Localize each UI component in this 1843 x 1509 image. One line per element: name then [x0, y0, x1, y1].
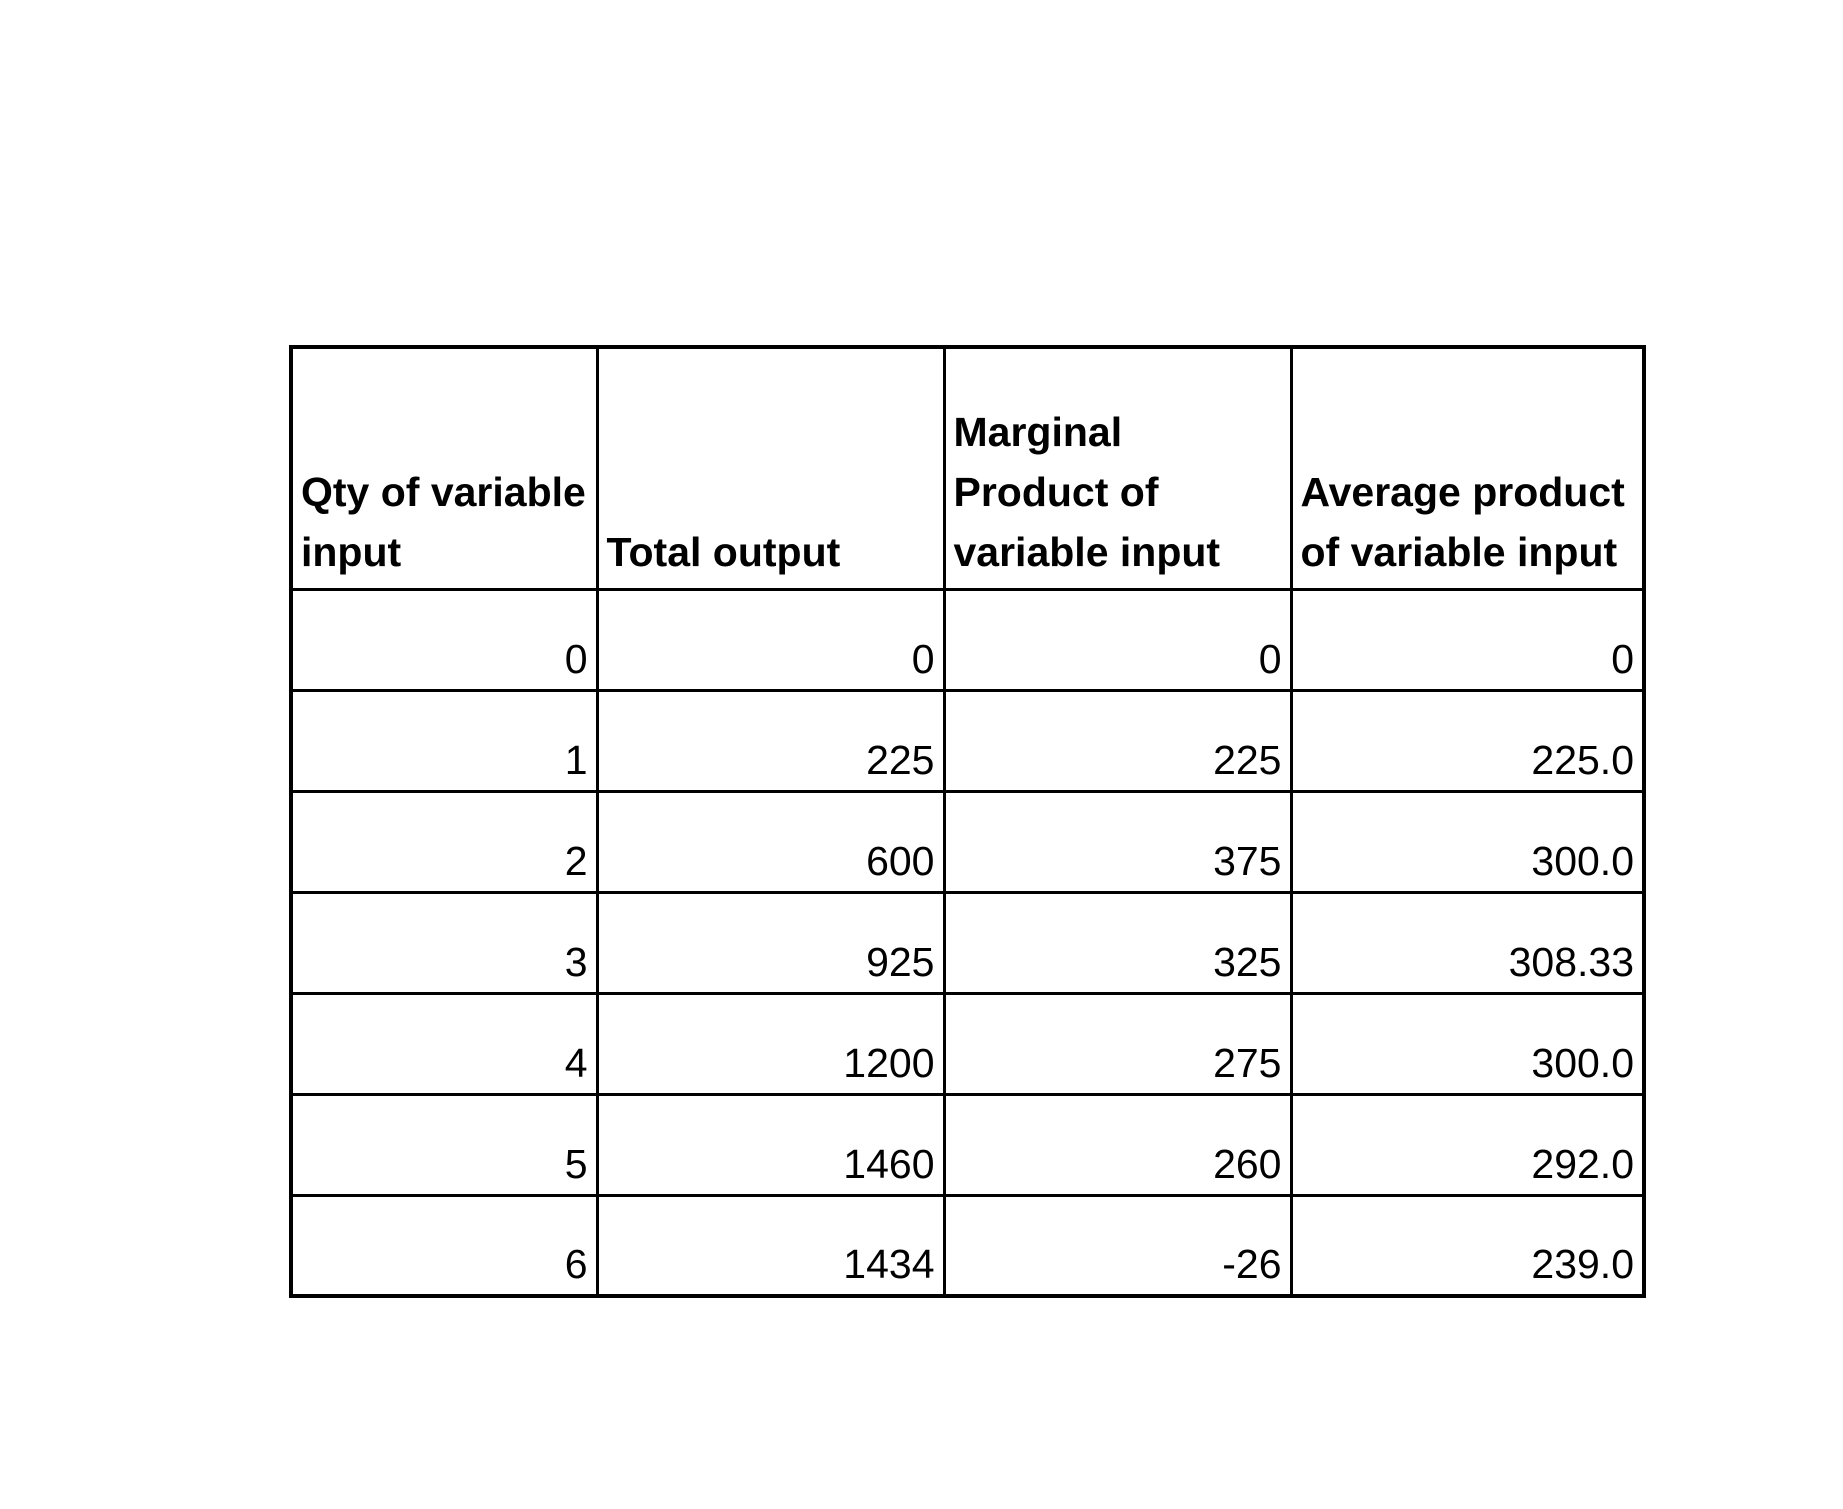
cell-total-output[interactable]: 1434 — [597, 1195, 944, 1296]
header-marginal-product[interactable] — [944, 347, 1291, 589]
cell-total-output[interactable]: 1460 — [597, 1094, 944, 1195]
header-qty-variable-input[interactable] — [291, 347, 597, 589]
table-row — [291, 993, 1644, 1094]
table-row — [291, 791, 1644, 892]
cell-qty[interactable]: 4 — [291, 993, 597, 1094]
cell-qty[interactable]: 6 — [291, 1195, 597, 1296]
cell-marginal-product[interactable]: 325 — [944, 892, 1291, 993]
header-label: Average product of variable input — [1300, 468, 1625, 575]
table-row — [291, 690, 1644, 791]
header-average-product[interactable] — [1291, 347, 1644, 589]
table-header-row — [291, 347, 1644, 589]
cell-average-product[interactable]: 300.0 — [1291, 791, 1644, 892]
cell-marginal-product[interactable]: 260 — [944, 1094, 1291, 1195]
header-label: Qty of variable input — [301, 468, 586, 575]
cell-average-product[interactable]: 239.0 — [1291, 1195, 1644, 1296]
cell-total-output[interactable]: 925 — [597, 892, 944, 993]
cell-average-product[interactable]: 300.0 — [1291, 993, 1644, 1094]
cell-marginal-product[interactable]: 275 — [944, 993, 1291, 1094]
cell-average-product[interactable]: 0 — [1291, 589, 1644, 690]
cell-marginal-product[interactable]: -26 — [944, 1195, 1291, 1296]
cell-qty[interactable]: 0 — [291, 589, 597, 690]
cell-qty[interactable]: 3 — [291, 892, 597, 993]
cell-average-product[interactable]: 308.33 — [1291, 892, 1644, 993]
cell-qty[interactable]: 1 — [291, 690, 597, 791]
table-row — [291, 1094, 1644, 1195]
cell-average-product[interactable]: 225.0 — [1291, 690, 1644, 791]
header-label: Total output — [606, 528, 841, 575]
cell-total-output[interactable]: 0 — [597, 589, 944, 690]
header-label: Marginal Product of variable input — [953, 408, 1221, 575]
table-row — [291, 892, 1644, 993]
header-total-output[interactable] — [597, 347, 944, 589]
cell-marginal-product[interactable]: 0 — [944, 589, 1291, 690]
cell-total-output[interactable]: 225 — [597, 690, 944, 791]
table-row — [291, 1195, 1644, 1296]
cell-total-output[interactable]: 1200 — [597, 993, 944, 1094]
cell-qty[interactable]: 5 — [291, 1094, 597, 1195]
production-table — [289, 345, 1646, 1298]
cell-qty[interactable]: 2 — [291, 791, 597, 892]
table-row — [291, 589, 1644, 690]
cell-marginal-product[interactable]: 225 — [944, 690, 1291, 791]
cell-average-product[interactable]: 292.0 — [1291, 1094, 1644, 1195]
cell-marginal-product[interactable]: 375 — [944, 791, 1291, 892]
cell-total-output[interactable]: 600 — [597, 791, 944, 892]
